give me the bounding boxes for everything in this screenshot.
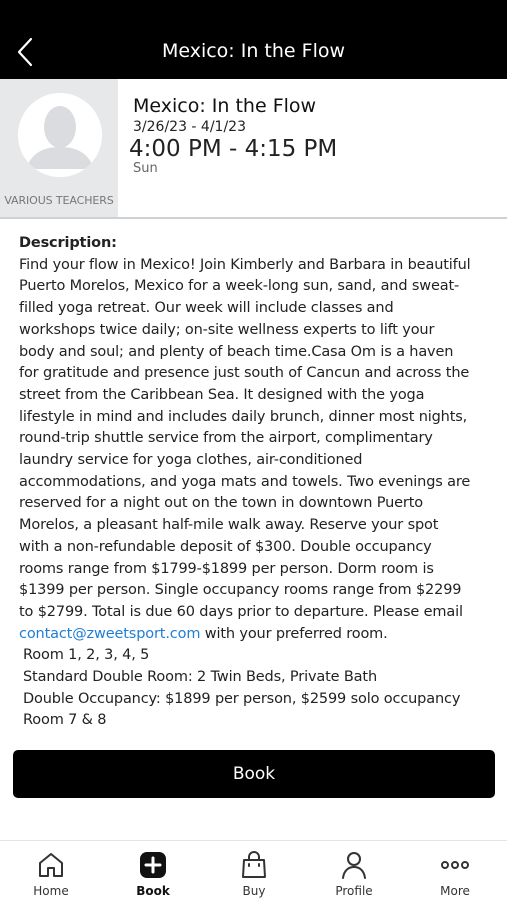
description-line: body and soul; and plenty of beach time.Casa Om is a haven — [19, 343, 454, 360]
email-link[interactable]: contact@zweetsport.com — [19, 625, 201, 642]
page-title: Mexico: In the Flow — [161, 40, 346, 62]
tab-label: Profile — [335, 884, 373, 898]
description-line: street from the Caribbean Sea. It designed with the yoga — [19, 386, 425, 403]
description-line: rooms range from $1799-$1899 per person. Dorm room is — [19, 560, 434, 577]
description-line: with a non-refundable deposit of $300. Double occupancy — [19, 538, 432, 555]
tab-label: Home — [33, 884, 69, 898]
description-body — [19, 255, 494, 732]
tab-more[interactable] — [415, 841, 495, 900]
event-time: 4:00 PM - 4:15 PM — [129, 136, 338, 162]
description-line: laundry service for yoga clothes, air-conditioned — [19, 452, 363, 469]
tab-label: Book — [136, 884, 170, 898]
tab-buy[interactable] — [214, 841, 294, 900]
room-info-line: Room 7 & 8 — [23, 712, 107, 729]
description-section — [19, 233, 494, 732]
plus-icon — [137, 849, 169, 881]
description-line: $1399 per person. Single occupancy rooms range from $2299 — [19, 582, 462, 599]
more-icon — [439, 849, 471, 881]
avatar — [18, 93, 102, 177]
tab-book[interactable] — [113, 841, 193, 900]
home-icon — [35, 849, 67, 881]
description-line: reserved for a night out on the town in downtown Puerto — [19, 495, 423, 512]
description-line: accommodations, and yoga mats and towels. Two evenings are — [19, 473, 471, 490]
description-line: workshops twice daily; on-site wellness experts to lift your — [19, 321, 435, 338]
description-line: Find your flow in Mexico! Join Kimberly and Barbara in beautiful — [19, 256, 471, 273]
event-header — [0, 79, 507, 217]
event-dates: 3/26/23 - 4/1/23 — [133, 119, 246, 135]
room-info-line: Standard Double Room: 2 Twin Beds, Private Bath — [23, 669, 377, 686]
person-icon — [338, 849, 370, 881]
teacher-label: VARIOUS TEACHERS — [4, 194, 114, 207]
bottom-tab-bar — [0, 840, 507, 900]
room-info-line: Room 1, 2, 3, 4, 5 — [23, 647, 150, 664]
description-line: filled yoga retreat. Our week will include classes and — [19, 300, 394, 317]
person-silhouette-icon — [18, 93, 102, 177]
description-line: for gratitude and presence just south of Cancun and across the — [19, 365, 470, 382]
email-line — [19, 624, 494, 646]
tab-label: More — [440, 884, 470, 898]
email-suffix: with your preferred room. — [200, 625, 388, 642]
description-line: Morelos, a pleasant half-mile walk away. Reserve your spot — [19, 517, 439, 534]
description-line: round-trip shuttle service from the airport, complimentary — [19, 430, 433, 447]
tab-home[interactable] — [11, 841, 91, 900]
room-info-line: Double Occupancy: $1899 per person, $2599 solo occupancy — [23, 690, 461, 707]
teacher-box[interactable] — [0, 79, 118, 217]
event-day: Sun — [133, 161, 158, 176]
description-line: Puerto Morelos, Mexico for a week-long sun, sand, and sweat- — [19, 278, 460, 295]
event-title: Mexico: In the Flow — [133, 95, 317, 117]
book-button[interactable]: Book — [13, 750, 495, 798]
tab-label: Buy — [242, 884, 266, 898]
description-line: to $2799. Total is due 60 days prior to departure. Please email — [19, 603, 463, 620]
description-heading: Description: — [19, 235, 117, 251]
top-nav-bar — [0, 0, 507, 79]
tab-profile[interactable] — [314, 841, 394, 900]
divider — [0, 217, 507, 219]
description-line: lifestyle in mind and includes daily brunch, dinner most nights, — [19, 408, 468, 425]
shopping-bag-icon — [238, 849, 270, 881]
